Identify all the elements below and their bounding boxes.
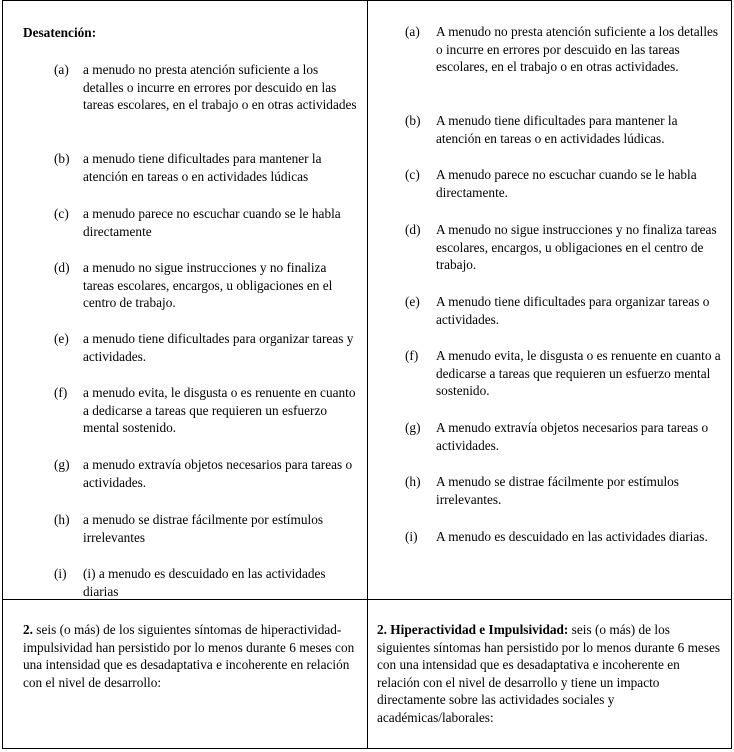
left-criteria-cell bbox=[3, 1, 368, 600]
section2-heading: 2. Hiperactividad e Impulsividad: bbox=[377, 622, 569, 637]
list-item bbox=[54, 259, 360, 312]
list-item bbox=[405, 528, 723, 546]
item-label: (i) bbox=[54, 566, 67, 581]
section2-text: seis (o más) de los siguientes síntomas de hiperactividad-impulsividad han persistido por lo menos durante 6 meses con una intensidad que es desadaptativa e incoherente en relación con el nivel de desarrollo: bbox=[23, 622, 355, 690]
list-item bbox=[405, 23, 723, 76]
section2-text: seis (o más) de los siguientes síntomas han persistido por lo menos durante 6 meses con una intensidad que es desadaptativa e incoherente en relación con el nivel de desarrollo y tiene un impacto directamente sobre las actividades sociales y académicas/laborales: bbox=[377, 622, 721, 725]
item-text: a menudo tiene dificultades para mantener la atención en tareas o en actividades lúdicas bbox=[83, 151, 322, 184]
item-text: a menudo extravía objetos necesarios para tareas o actividades. bbox=[83, 457, 353, 490]
list-item bbox=[405, 347, 723, 400]
item-label: (b) bbox=[405, 113, 421, 128]
item-label: (h) bbox=[54, 512, 70, 527]
item-label: (g) bbox=[405, 420, 421, 435]
item-text: A menudo se distrae fácilmente por estímulos irrelevantes. bbox=[436, 474, 679, 507]
section-heading: Desatención: bbox=[23, 25, 97, 40]
list-item bbox=[405, 166, 723, 201]
item-text: a menudo evita, le disgusta o es renuente en cuanto a dedicarse a tareas que requieren un esfuerzo mental sostenido. bbox=[83, 385, 356, 435]
list-item bbox=[54, 330, 360, 365]
section2-paragraph bbox=[23, 621, 361, 691]
item-label: (c) bbox=[54, 206, 69, 221]
item-label: (f) bbox=[405, 348, 419, 363]
item-text: a menudo no presta atención suficiente a los detalles o incurre en errores por descuido en las tareas escolares, en el trabajo o en otras actividades bbox=[83, 62, 357, 112]
item-text: (i) a menudo es descuidado en las actividades diarias bbox=[83, 566, 326, 599]
item-label: (e) bbox=[54, 331, 69, 346]
item-text: A menudo es descuidado en las actividades diarias. bbox=[436, 529, 708, 544]
list-item bbox=[54, 61, 360, 114]
item-text: A menudo parece no escuchar cuando se le habla directamente. bbox=[436, 167, 697, 200]
list-item bbox=[405, 293, 723, 328]
item-label: (h) bbox=[405, 474, 421, 489]
section2-paragraph bbox=[377, 621, 722, 726]
list-item bbox=[405, 419, 723, 454]
section2-number: 2. bbox=[23, 622, 33, 637]
list-item bbox=[54, 205, 360, 240]
item-text: a menudo no sigue instrucciones y no finaliza tareas escolares, encargos, u obligaciones en el centro de trabajo. bbox=[83, 260, 333, 310]
item-text: A menudo no sigue instrucciones y no finaliza tareas escolares, encargos, u obligaciones en el centro de trabajo. bbox=[436, 222, 717, 272]
item-label: (f) bbox=[54, 385, 68, 400]
item-text: a menudo se distrae fácilmente por estímulos irrelevantes bbox=[83, 512, 324, 545]
list-item bbox=[54, 150, 360, 185]
item-text: A menudo tiene dificultades para organizar tareas o actividades. bbox=[436, 294, 710, 327]
list-item bbox=[54, 565, 360, 600]
item-label: (c) bbox=[405, 167, 420, 182]
item-text: A menudo extravía objetos necesarios para tareas o actividades. bbox=[436, 420, 709, 453]
item-text: a menudo parece no escuchar cuando se le habla directamente bbox=[83, 206, 341, 239]
left-section2-cell bbox=[3, 600, 368, 749]
list-item bbox=[405, 112, 723, 147]
criteria-table bbox=[2, 0, 732, 749]
list-item bbox=[54, 384, 360, 437]
item-text: a menudo tiene dificultades para organizar tareas y actividades. bbox=[83, 331, 354, 364]
item-label: (g) bbox=[54, 457, 70, 472]
list-item bbox=[405, 221, 723, 274]
list-item bbox=[54, 456, 360, 491]
item-label: (d) bbox=[405, 222, 421, 237]
item-label: (b) bbox=[54, 151, 70, 166]
item-text: A menudo tiene dificultades para mantener la atención en tareas o en actividades lúdicas. bbox=[436, 113, 678, 146]
item-label: (a) bbox=[54, 62, 69, 77]
item-text: A menudo no presta atención suficiente a los detalles o incurre en errores por descuido en las tareas escolares, en el trabajo o en otras actividades. bbox=[436, 24, 719, 74]
item-label: (i) bbox=[405, 529, 418, 544]
list-item bbox=[54, 511, 360, 546]
item-label: (a) bbox=[405, 24, 420, 39]
item-label: (d) bbox=[54, 260, 70, 275]
item-label: (e) bbox=[405, 294, 420, 309]
item-text: A menudo evita, le disgusta o es renuente en cuanto a dedicarse a tareas que requieren un esfuerzo mental sostenido. bbox=[436, 348, 721, 398]
right-criteria-cell bbox=[368, 1, 732, 600]
right-section2-cell bbox=[368, 600, 732, 749]
list-item bbox=[405, 473, 723, 508]
